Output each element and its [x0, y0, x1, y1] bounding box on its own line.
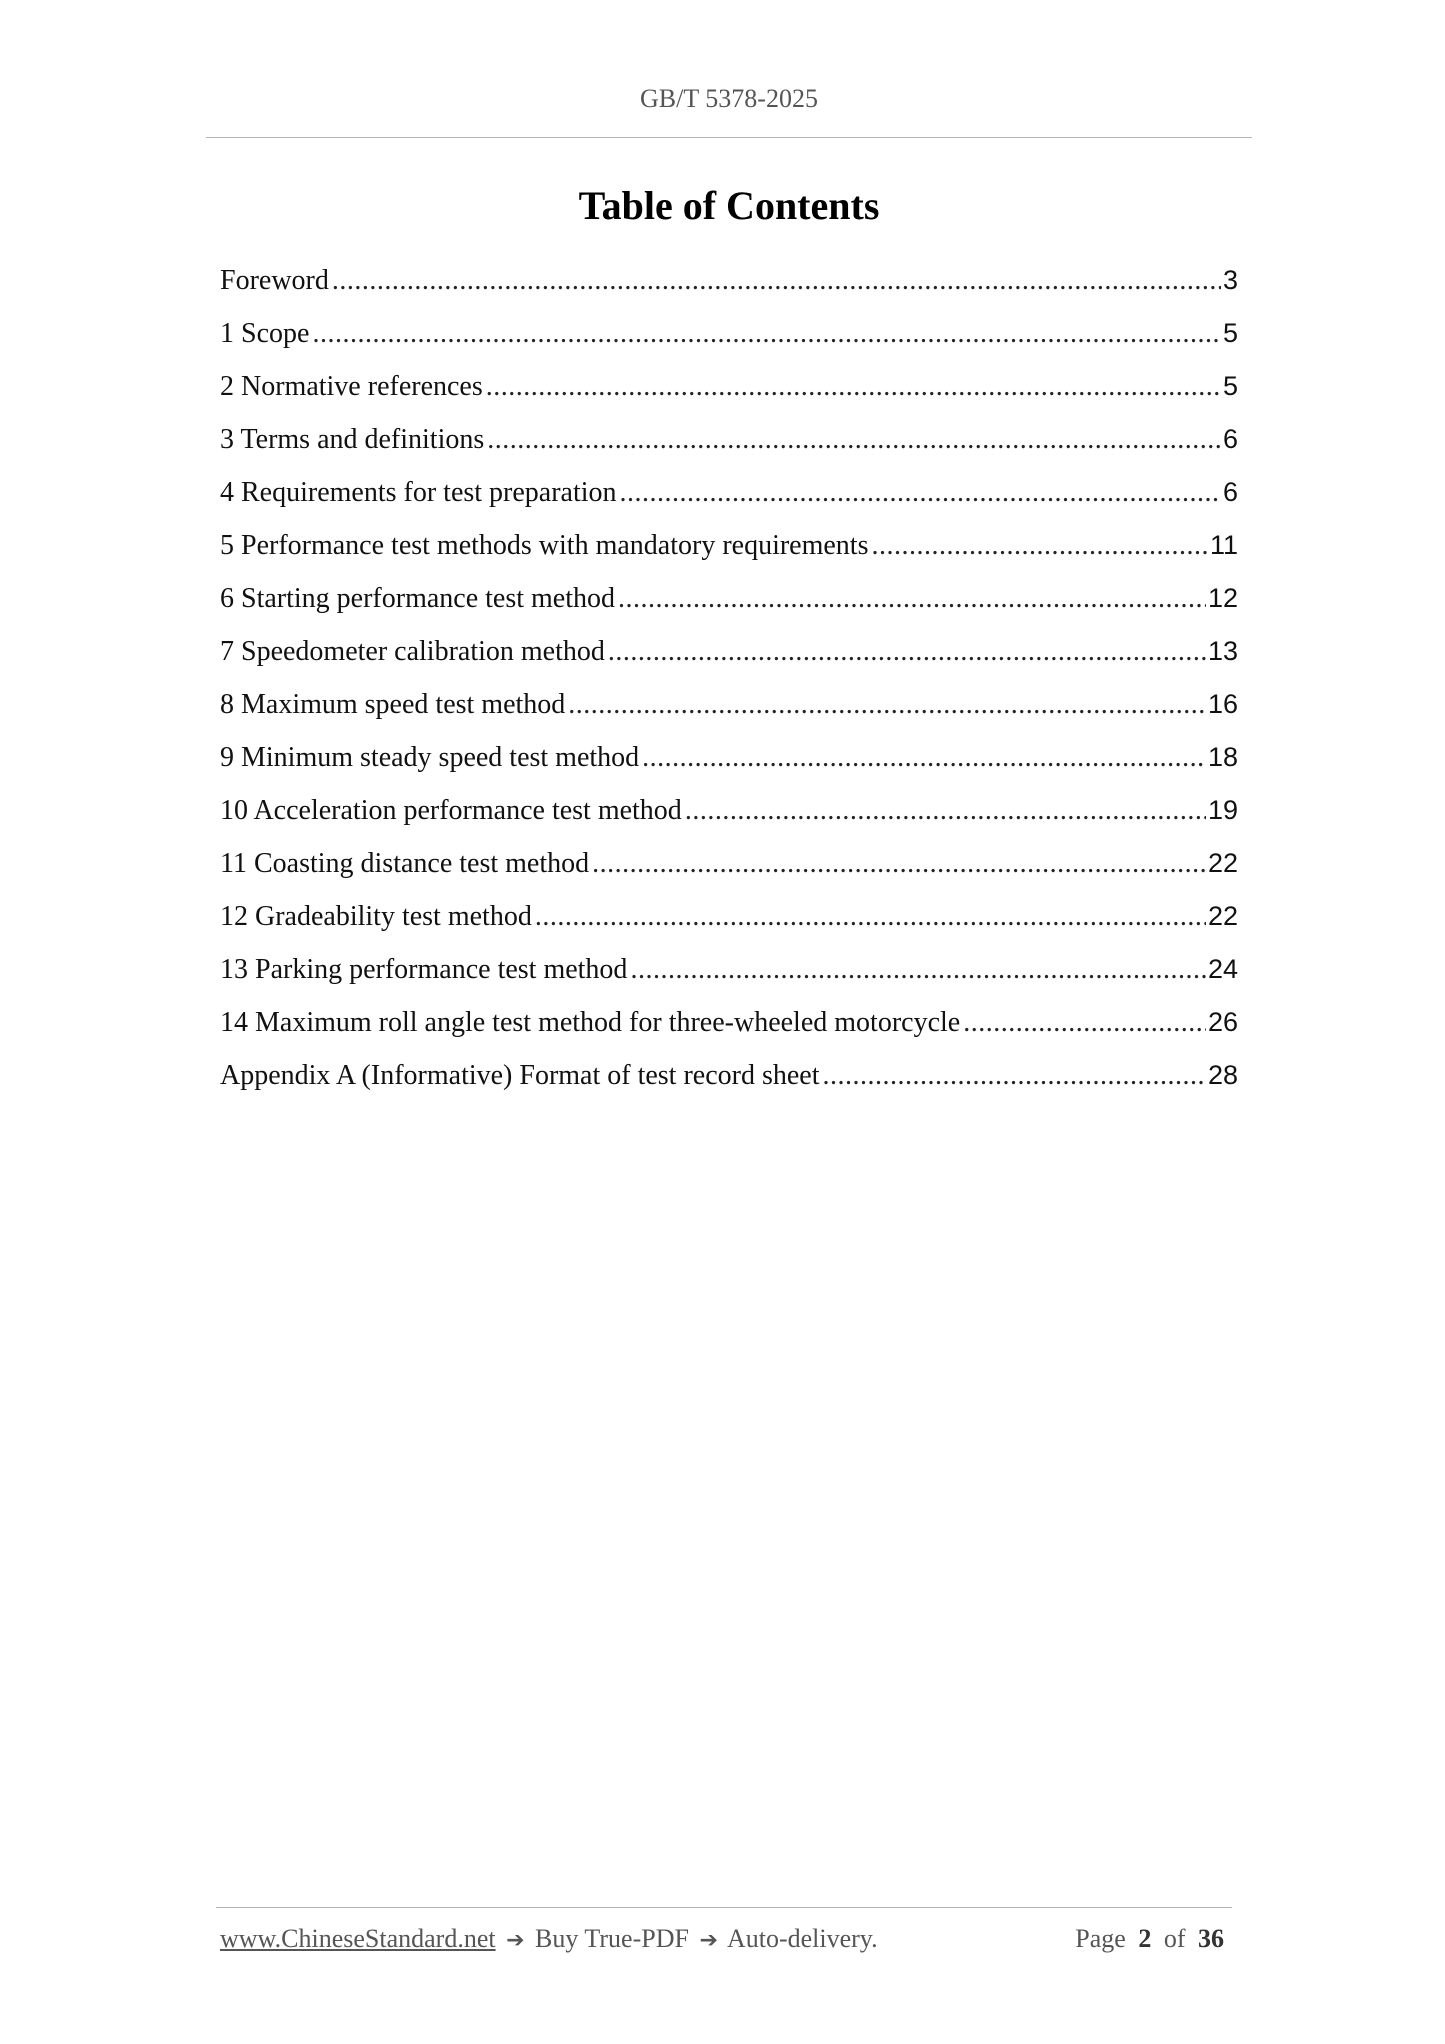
toc-entry-label: 12 Gradeability test method	[220, 901, 532, 932]
toc-dot-leader	[608, 625, 1206, 678]
toc-entry-label: Foreword	[220, 265, 329, 296]
toc-entry-terms-and-definitions[interactable]	[220, 413, 1238, 466]
toc-entry-label: 13 Parking performance test method	[220, 954, 628, 985]
toc-entry-speedometer-calibration[interactable]	[220, 625, 1238, 678]
toc-entry-label: 4 Requirements for test preparation	[220, 477, 617, 508]
toc-entry-appendix-a[interactable]	[220, 1049, 1238, 1102]
arrow-right-icon: ➔	[699, 1928, 718, 1953]
toc-entry-page: 11	[1209, 530, 1238, 560]
website-link[interactable]: www.ChineseStandard.net	[220, 1924, 496, 1953]
toc-entry-label: 14 Maximum roll angle test method for three-wheeled motorcycle	[220, 1007, 961, 1038]
toc-dot-leader	[685, 784, 1206, 837]
toc-dot-leader	[823, 1049, 1206, 1102]
toc-entry-page: 6	[1222, 424, 1238, 454]
header-divider	[206, 137, 1252, 138]
toc-dot-leader	[312, 307, 1221, 360]
toc-dot-leader	[620, 466, 1221, 519]
toc-entry-page: 12	[1207, 583, 1238, 613]
toc-entry-minimum-steady-speed[interactable]	[220, 731, 1238, 784]
toc-entry-label: 7 Speedometer calibration method	[220, 636, 605, 667]
toc-dot-leader	[618, 572, 1206, 625]
toc-dot-leader	[535, 890, 1206, 943]
toc-dot-leader	[487, 413, 1221, 466]
toc-entry-label: 2 Normative references	[220, 371, 483, 402]
toc-entry-page: 22	[1207, 901, 1238, 931]
auto-delivery-text: Auto-delivery.	[726, 1924, 878, 1953]
toc-entry-page: 18	[1207, 742, 1238, 772]
toc-entry-page: 16	[1207, 689, 1238, 719]
document-number-header: GB/T 5378-2025	[640, 84, 818, 113]
toc-entry-parking-performance[interactable]	[220, 943, 1238, 996]
toc-entry-label: 11 Coasting distance test method	[220, 848, 590, 879]
toc-entry-label: 1 Scope	[220, 318, 310, 349]
toc-entry-label: 5 Performance test methods with mandatory requirements	[220, 530, 869, 561]
toc-entry-foreword[interactable]	[220, 254, 1238, 307]
of-word: of	[1163, 1924, 1186, 1953]
toc-entry-label: 8 Maximum speed test method	[220, 689, 566, 720]
page-number-indicator	[1075, 1924, 1230, 1954]
toc-dot-leader	[630, 943, 1206, 996]
toc-entry-page: 19	[1207, 795, 1238, 825]
toc-entry-gradeability[interactable]	[220, 890, 1238, 943]
buy-true-pdf-text: Buy True-PDF	[535, 1924, 689, 1953]
toc-entry-label: Appendix A (Informative) Format of test record sheet	[220, 1060, 820, 1091]
toc-dot-leader	[486, 360, 1221, 413]
toc-entry-page: 24	[1207, 954, 1238, 984]
toc-dot-leader	[963, 996, 1206, 1049]
toc-entry-normative-references[interactable]	[220, 360, 1238, 413]
toc-entry-starting-performance[interactable]	[220, 572, 1238, 625]
toc-entry-label: 10 Acceleration performance test method	[220, 795, 682, 826]
toc-entry-maximum-roll-angle[interactable]	[220, 996, 1238, 1049]
toc-entry-page: 13	[1207, 636, 1238, 666]
toc-entry-page: 5	[1222, 371, 1238, 401]
toc-entry-label: 6 Starting performance test method	[220, 583, 615, 614]
arrow-right-icon: ➔	[506, 1928, 525, 1953]
footer-promo	[220, 1924, 878, 1954]
toc-entry-mandatory-performance-methods[interactable]	[220, 519, 1238, 572]
toc-entry-page: 22	[1207, 848, 1238, 878]
toc-entry-page: 26	[1207, 1007, 1238, 1037]
page-word: Page	[1075, 1924, 1126, 1953]
toc-entry-page: 3	[1222, 265, 1238, 295]
current-page-number: 2	[1138, 1924, 1152, 1953]
toc-dot-leader	[568, 678, 1206, 731]
total-pages-number: 36	[1198, 1924, 1224, 1953]
toc-dot-leader	[592, 837, 1206, 890]
page-footer	[220, 1924, 1230, 1960]
toc-entry-label: 9 Minimum steady speed test method	[220, 742, 640, 773]
toc-dot-leader	[332, 254, 1221, 307]
toc-entry-scope[interactable]	[220, 307, 1238, 360]
toc-entry-page: 6	[1222, 477, 1238, 507]
toc-entry-coasting-distance[interactable]	[220, 837, 1238, 890]
toc-entry-page: 5	[1222, 318, 1238, 348]
footer-divider	[216, 1907, 1232, 1908]
toc-dot-leader	[642, 731, 1206, 784]
toc-entry-label: 3 Terms and definitions	[220, 424, 485, 455]
toc-entry-page: 28	[1207, 1060, 1238, 1090]
toc-title: Table of Contents	[578, 183, 880, 228]
toc-dot-leader	[871, 519, 1207, 572]
toc-entry-test-preparation[interactable]	[220, 466, 1238, 519]
toc-entry-maximum-speed[interactable]	[220, 678, 1238, 731]
toc-entry-acceleration-performance[interactable]	[220, 784, 1238, 837]
toc-list	[220, 254, 1238, 1102]
